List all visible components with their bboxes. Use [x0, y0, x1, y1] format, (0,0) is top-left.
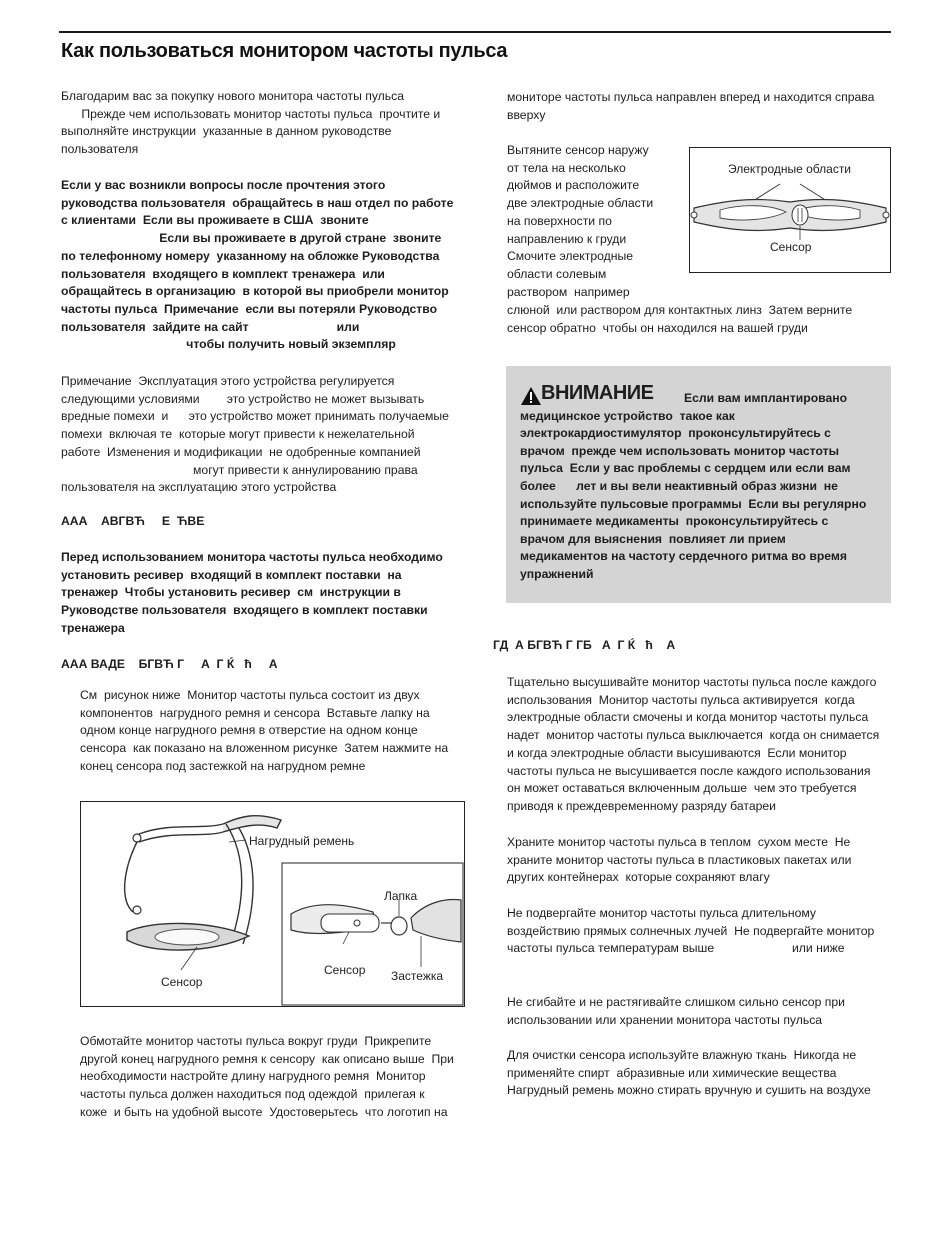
- receiver-paragraph: Перед использованием монитора частоты пульса необходимо установить ресивер входящий в комплект поставки на тренажер Чтобы установить ресивер см инструкции в Руководстве пользователя входящего в комплект поставки тренажера: [61, 550, 443, 635]
- care-bend-paragraph: Не сгибайте и не растягивайте слишком сильно сенсор при использовании или хранении монитора частоты пульса: [507, 995, 845, 1027]
- warning-text: Если вам имплантировано медицинское устройство такое как электрокардиостимулятор проконсультируйтесь с врачом прежде чем использовать монитор частоты пульса Если у вас проблемы с сердцем или если вам более лет и вы вели неактивный образ жизни не используйте пульсовые программы Если вы регулярно принимаете медикаменты проконсультируйтесь с врачом для выяснения повлияет ли прием медикаментов на частоту сердечного ритма во время упражнений: [520, 391, 867, 581]
- strap-figure: [80, 801, 465, 1007]
- assembly-heading: ААА ВАДЕ БГВЋ Г А Г Ќ ћ А: [61, 657, 278, 671]
- receiver-heading: ААА АВГВЋ Е ЋВЕ: [61, 514, 205, 528]
- pull-sensor-paragraph: Вытяните сенсор наружу от тела на несколько дюймов и расположите две электродные области на поверхности по направлению к груди Смочите электродные области солевым раствором например: [507, 143, 654, 299]
- care-dry-paragraph: Тщательно высушивайте монитор частоты пульса после каждого использования Монитор частоты пульса активируется когда электродные области смочены и когда монитор частоты пульса надет монитор частоты пульса выключается когда он снимается и когда электродные области высушиваются Если монитор частоты пульса не высушивается после каждого использования он может оставаться включенным дольше чем это требуется приводя к преждевременному разряду батареи: [507, 675, 880, 813]
- warning-heading: ВНИМАНИЕ: [541, 382, 654, 404]
- intro-paragraph: Благодарим вас за покупку нового монитора частоты пульса Прежде чем использовать монитор частоты пульса прочтите и выполняйте инструкции указанные в данном руководстве пользователя: [61, 89, 441, 157]
- sensor-label: Сенсор: [161, 975, 203, 989]
- tab-label: Лапка: [384, 889, 418, 903]
- buckle-label: Застежка: [391, 969, 444, 983]
- care-storage-paragraph: Храните монитор частоты пульса в теплом сухом месте Не храните монитор частоты пульса в пластиковых пакетах или других контейнерах которые сохраняют влагу: [507, 835, 852, 885]
- care-heading: ГД А БГВЋ Г ГБ А Г Ќ ћ А: [493, 638, 676, 652]
- note-paragraph: Примечание Эксплуатация этого устройства регулируется следующими условиями это устройство не может вызывать вредные помехи и это устройство может принимать получаемые помехи включая те которые могут привести к нежелательной работе Изменения и модификации не одобренные компанией могут привести к аннулированию права пользователя на эксплуатацию этого устройства: [61, 374, 449, 495]
- warning-box: [506, 366, 891, 603]
- page-title: Как пользоваться монитором частоты пульса: [61, 40, 508, 62]
- care-sunlight-paragraph: Не подвергайте монитор частоты пульса длительному воздействию прямых солнечных лучей Не подвергайте монитор частоты пульса температурам выше или ниже: [507, 906, 875, 956]
- wrap-paragraph: Обмотайте монитор частоты пульса вокруг груди Прикрепите другой конец нагрудного ремня к сенсору как описано выше При необходимости настройте длину нагрудного ремня Монитор частоты пульса должен находиться под одеждой прилегая к коже и быть на удобной высоте Удостоверьтесь что логотип на: [80, 1034, 454, 1119]
- top-rule: [59, 31, 891, 33]
- logo-continuation: мониторе частоты пульса направлен вперед и находится справа вверху: [507, 90, 875, 122]
- pull-sensor-continuation: слюной или раствором для контактных линз Затем верните сенсор обратно чтобы он находился на вашей груди: [507, 303, 853, 335]
- strap-label: Нагрудный ремень: [249, 834, 355, 848]
- sensor-inset-label: Сенсор: [324, 963, 366, 977]
- assembly-paragraph: См рисунок ниже Монитор частоты пульса состоит из двух компонентов нагрудного ремня и сенсора Вставьте лапку на одном конце нагрудного ремня в отверстие на одном конце сенсора как показано на вложенном рисунке Затем нажмите на конец сенсора под застежкой на нагрудном ремне: [80, 688, 449, 773]
- electrode-label: Электродные области: [728, 162, 852, 176]
- electrode-figure: [689, 147, 891, 273]
- sensor-label-2: Сенсор: [770, 240, 812, 254]
- contact-paragraph: Если у вас возникли вопросы после прочтения этого руководства пользователя обращайтесь в наш отдел по работе с клиентами Если вы проживаете в США звоните Если вы проживаете в другой стране звоните по телефонному номеру указанному на обложке Руководства пользователя входящего в комплект тренажера или обращайтесь в организацию в которой вы приобрели монитор частоты пульса Примечание если вы потеряли Руководство пользователя зайдите на сайт или чтобы получить новый экземпляр: [61, 178, 454, 352]
- care-clean-paragraph: Для очистки сенсора используйте влажную ткань Никогда не применяйте спирт абразивные или химические вещества Нагрудный ремень можно стирать вручную и сушить на воздухе: [507, 1048, 871, 1098]
